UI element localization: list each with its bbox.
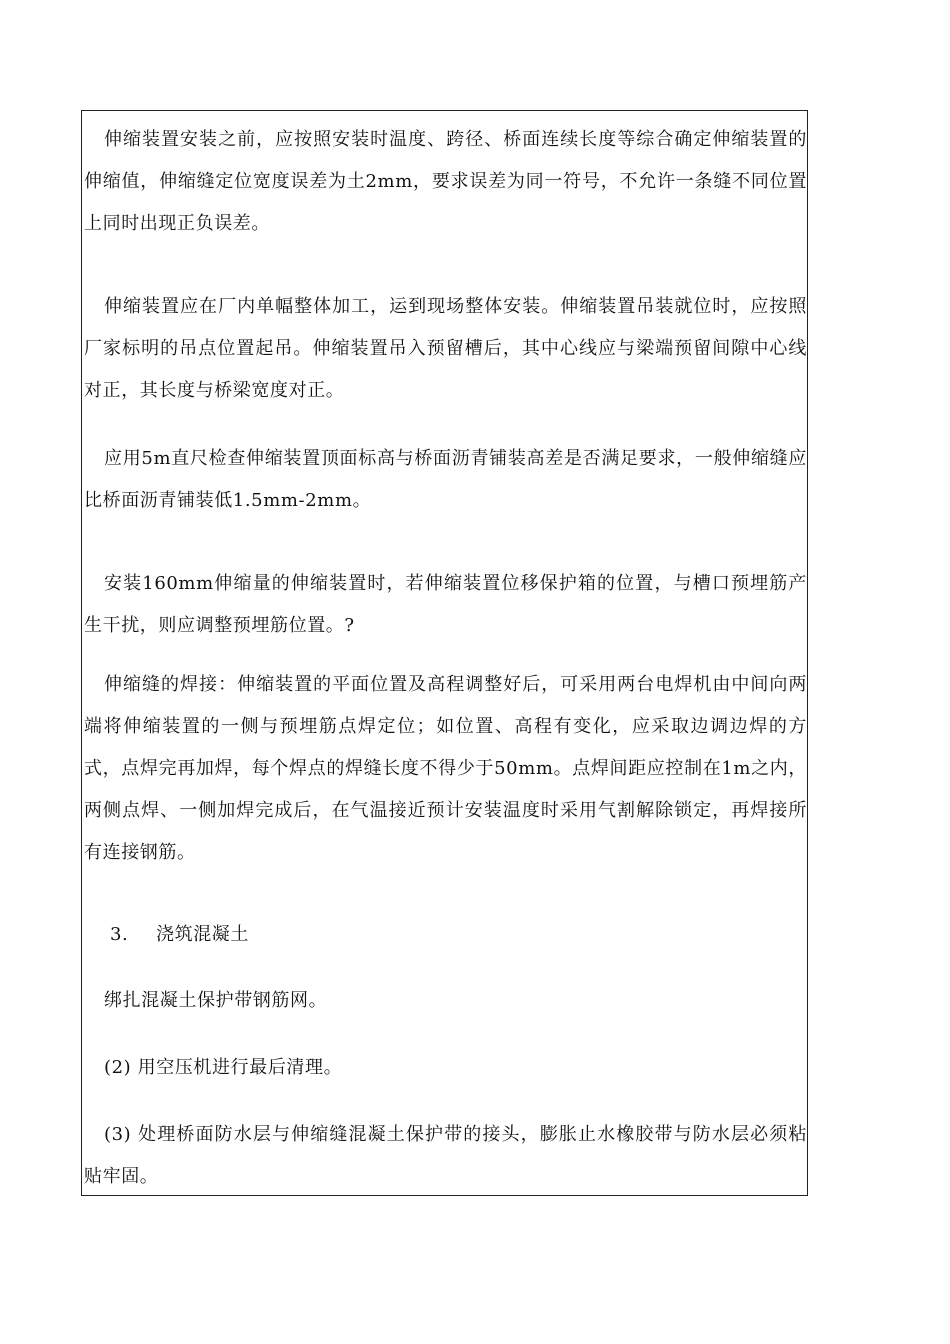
section-title: 浇筑混凝土 [156,924,249,945]
list-item-air-compressor: (2) 用空压机进行最后清理。 [104,1057,343,1078]
paragraph-160mm-installation: 安装160mm伸缩量的伸缩装置时，若伸缩装置位移保护箱的位置，与槽口预埋筋产生干扰，则应调整预埋筋位置。? [84,573,807,636]
section-number: 3. [110,924,129,945]
paragraph-straightedge-check: 应用5m直尺检查伸缩装置顶面标高与桥面沥青铺装高差是否满足要求，一般伸缩缝应比桥面沥青铺装低1.5mm-2mm。 [84,448,807,511]
paragraph-expansion-value: 伸缩装置安装之前，应按照安装时温度、跨径、桥面连续长度等综合确定伸缩装置的伸缩值，伸缩缝定位宽度误差为土2mm，要求误差为同一符号，不允许一条缝不同位置上同时出现正负误差。 [84,129,807,234]
section-heading-3 [82,914,809,956]
paragraph-factory-fabrication: 伸缩装置应在厂内单幅整体加工，运到现场整体安装。伸缩装置吊装就位时，应按照厂家标明的吊点位置起吊。伸缩装置吊入预留槽后，其中心线应与梁端预留间隙中心线对正，其长度与桥梁宽度对正。 [84,296,807,401]
content-table-cell [81,110,808,1196]
list-item-waterproof-joint: (3) 处理桥面防水层与伸缩缝混凝土保护带的接头，膨胀止水橡胶带与防水层必须粘贴牢固。 [84,1124,807,1187]
list-item-rebar-mesh: 绑扎混凝土保护带钢筋网。 [104,990,328,1011]
paragraph-welding: 伸缩缝的焊接：伸缩装置的平面位置及高程调整好后，可采用两台电焊机由中间向两端将伸缩装置的一侧与预埋筋点焊定位；如位置、高程有变化，应采取边调边焊的方式，点焊完再加焊，每个焊点的焊缝长度不得少于50mm。点焊间距应控制在1m之内，两侧点焊、一侧加焊完成后，在气温接近预计安装温度时采用气割解除锁定，再焊接所有连接钢筋。 [84,674,807,863]
